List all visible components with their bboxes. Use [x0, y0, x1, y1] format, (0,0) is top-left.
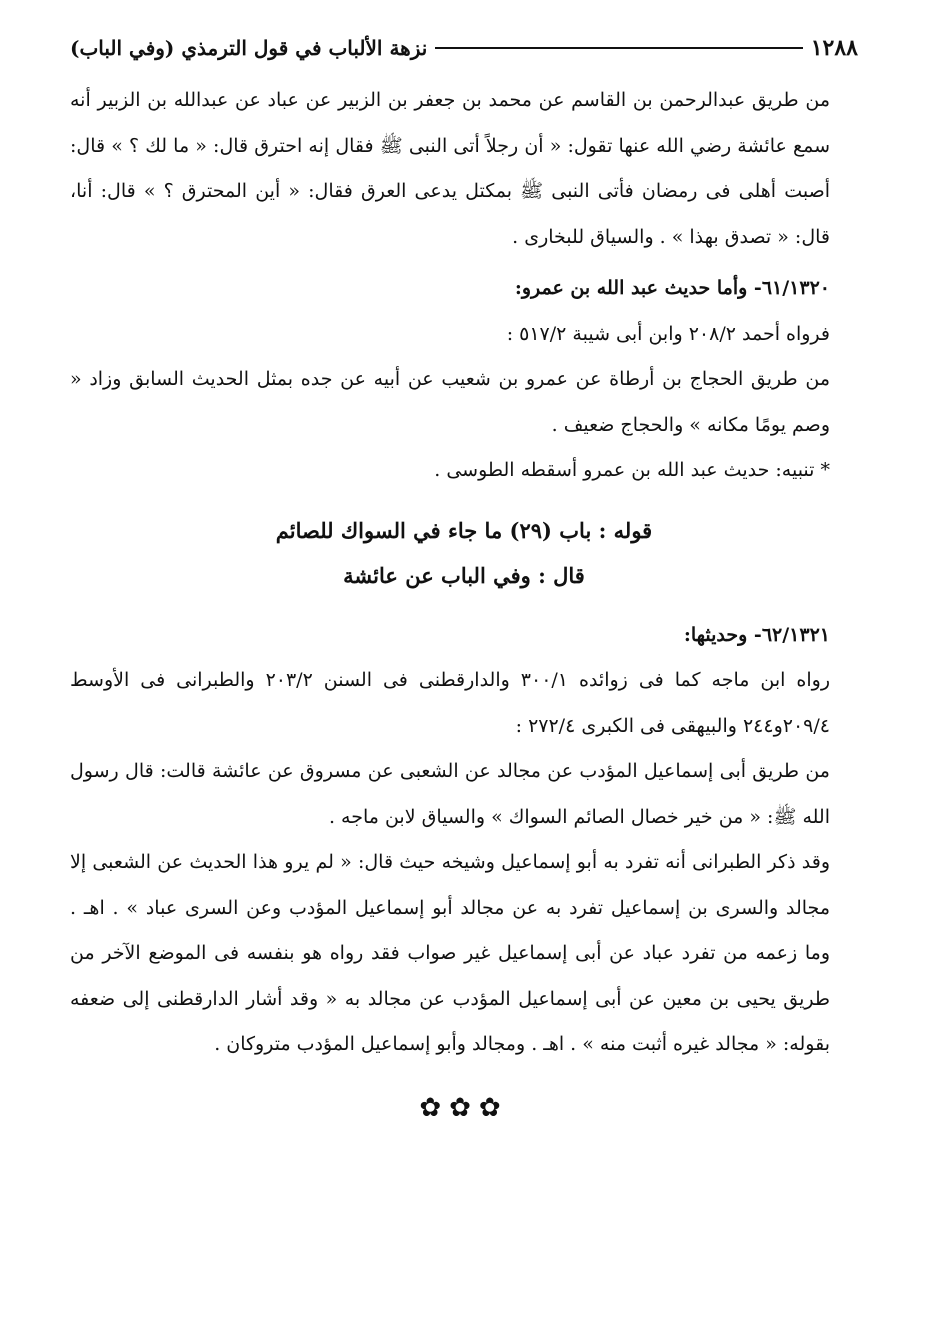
- paragraph: وقد ذكر الطبرانى أنه تفرد به أبو إسماعيل وشيخه حيث قال: « لم يرو هذا الحديث عن الشعبى إلا مجالد والسرى بن إسماعيل تفرد به عن مجالد أبو إسماعيل المؤدب وعن السرى عباد » . اهـ . وما زعمه من تفرد عباد عن أبى إسماعيل غير صواب فقد رواه هو بنفسه فى الموضع الآخر من طريق يحيى بن معين عن أبى إسماعيل المؤدب عن مجالد به « وقد أشار الدارقطنى إلى ضعفه بقوله: « مجالد غيره أثبت منه » . اهـ . ومجالد وأبو إسماعيل المؤدب متروكان .: [70, 851, 830, 1055]
- header-rule: [435, 47, 802, 49]
- ornament-flowers-icon: ✿✿✿: [419, 1092, 509, 1123]
- paragraph: من طريق أبى إسماعيل المؤدب عن مجالد عن الشعبى عن مسروق عن عائشة قالت: قال رسول الله ﷺ: « من خير خصال الصائم السواك » والسياق لابن ماجه .: [70, 760, 830, 828]
- page-number: ١٢٨٨: [810, 35, 858, 61]
- note: * تنبيه: حديث عبد الله بن عمرو أسقطه الطوسى .: [434, 459, 830, 481]
- paragraph: من طريق عبدالرحمن بن القاسم عن محمد بن جعفر بن الزبير عن عباد عن عبدالله بن الزبير أنه سمع عائشة رضي الله عنها تقول: « أن رجلاً أتى النبى ﷺ فقال إنه احترق قال: « ما لك ؟ » قال: أصبت أهلى فى رمضان فأتى النبى ﷺ بمكتل يدعى العرق فقال: « أين المحترق ؟ » قال: أنا، قال: « تصدق بهذا » . والسياق للبخارى .: [70, 89, 830, 248]
- paragraph: فرواه أحمد ٢٠٨/٢ وابن أبى شيبة ٥١٧/٢ :: [506, 322, 830, 345]
- hadith-heading: ٦١/١٣٢٠- وأما حديث عبد الله بن عمرو:: [514, 277, 830, 299]
- hadith-heading: ٦٢/١٣٢١- وحديثها:: [683, 623, 830, 646]
- running-header: [70, 28, 858, 68]
- running-title: نزهة الألباب في قول الترمذي (وفي الباب): [70, 36, 428, 60]
- body-text: [70, 78, 858, 1131]
- chapter-heading: قوله : باب (٢٩) ما جاء في السواك للصائم: [275, 517, 653, 543]
- book-page: [70, 28, 858, 1296]
- chapter-subheading: قال : وفي الباب عن عائشة: [343, 563, 585, 588]
- paragraph: من طريق الحجاج بن أرطاة عن عمرو بن شعيب عن أبيه عن جده بمثل الحديث السابق وزاد « وصم يومًا مكانه » والحجاج ضعيف .: [70, 368, 830, 436]
- paragraph: رواه ابن ماجه كما فى زوائده ٣٠٠/١ والدارقطنى فى السنن ٢٠٣/٢ والطبرانى فى الأوسط ٢٠٩/٤و٢٤٤ والبيهقى فى الكبرى ٢٧٢/٤ :: [70, 669, 831, 737]
